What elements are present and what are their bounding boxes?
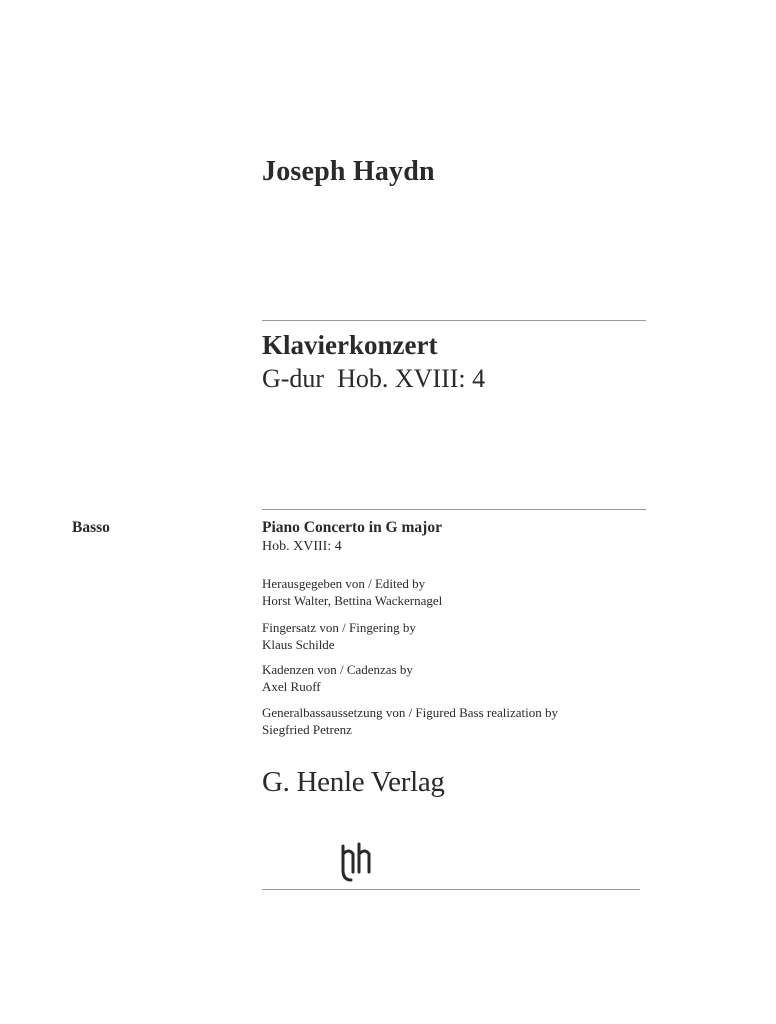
divider-top [262, 320, 646, 321]
credit-fingering [262, 619, 416, 653]
title-english: Piano Concerto in G major [262, 519, 442, 536]
credit-role: Fingersatz von / Fingering by [262, 620, 416, 635]
divider-middle [262, 509, 646, 510]
credit-role: Herausgegeben von / Edited by [262, 576, 426, 591]
publisher-name: G. Henle Verlag [262, 766, 445, 798]
publisher-logo-icon [337, 840, 377, 884]
credit-names: Axel Ruoff [262, 679, 321, 694]
composer-name: Joseph Haydn [262, 156, 435, 187]
credit-names: Klaus Schilde [262, 637, 335, 652]
credit-editors [262, 575, 442, 609]
credit-names: Horst Walter, Bettina Wackernagel [262, 593, 443, 608]
credit-figured-bass [262, 704, 558, 738]
title-german: Klavierkonzert [262, 330, 438, 360]
credit-names: Siegfried Petrenz [262, 722, 352, 737]
credit-role: Kadenzen von / Cadenzas by [262, 662, 413, 677]
credit-cadenzas [262, 661, 413, 695]
credit-role: Generalbassaussetzung von / Figured Bass realization by [262, 705, 559, 720]
key-german: G-dur Hob. XVIII: 4 [262, 364, 486, 393]
part-name: Basso [72, 519, 110, 536]
key-english: Hob. XVIII: 4 [262, 539, 342, 554]
divider-bottom [262, 889, 640, 890]
